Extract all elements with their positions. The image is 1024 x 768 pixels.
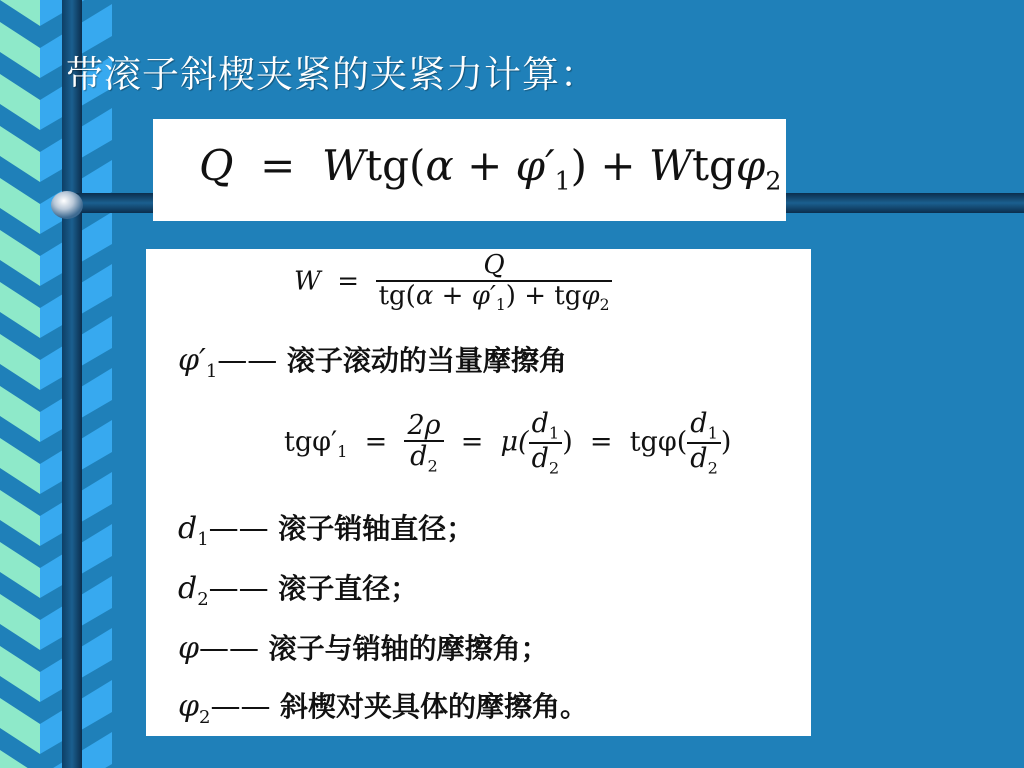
symbol-d: d [410,441,428,473]
symbol-w2: W [648,141,693,190]
fraction-d1-d2-b [687,409,721,477]
dash: —— [210,689,271,724]
symbol-w: W [294,266,321,297]
plus-sign: + [441,280,464,311]
mu-open: μ( [500,426,529,458]
equals-sign: = [337,266,360,297]
subscript-1: 1 [495,295,506,314]
close-paren: ) [505,280,516,311]
subscript: 2 [197,589,209,610]
close-paren: ) [562,426,573,458]
formula-q [199,141,781,195]
rail-knob-icon [51,191,83,219]
symbol: φ [178,689,200,724]
definition-phi1 [178,339,567,382]
tg-phi-open: tgφ( [629,426,688,458]
symbol-q: Q [199,141,234,190]
symbol: φ [178,631,200,666]
subscript-1: 1 [707,423,718,443]
fraction-rho [404,411,443,476]
symbol-d: d [531,408,549,439]
formula-box-details [146,249,811,736]
plus-sign-2: + [600,141,636,190]
subscript: 1 [197,529,209,550]
tg-phi1: tgφ′ [284,426,338,458]
symbol: d [178,571,198,606]
subscript: 2 [199,707,211,728]
symbol-phi1: φ′ [178,343,206,378]
symbol-phi2: φ [735,141,766,190]
subscript-1: 1 [337,442,348,462]
symbol: d [178,511,198,546]
denominator [407,442,441,475]
tg-open: tg( [365,141,426,190]
definition-text: 滚子销轴直径； [278,512,475,545]
definition-d2 [178,567,418,610]
dash: —— [199,631,260,666]
subscript-1: 1 [554,166,571,196]
symbol-d: d [531,443,549,475]
formula-w [294,251,612,314]
formula-box-clamping-force [153,119,786,221]
equals-sign: = [260,141,296,190]
subscript-2: 2 [765,166,782,196]
symbol-alpha: α [415,280,434,311]
numerator [529,409,563,442]
fraction-d1-d2 [529,409,563,477]
symbol-w: W [322,141,366,190]
symbol-d: d [690,408,708,439]
subscript-2: 2 [599,295,610,314]
equals-sign-3: = [589,426,613,458]
close-paren: ) [570,141,588,190]
numerator-q: Q [483,250,505,280]
subscript-2: 2 [427,456,438,476]
tg-open: tg( [378,280,416,311]
numerator [687,409,721,442]
plus-sign-2: + [524,280,546,311]
denominator [376,282,613,314]
definition-text: 滚子与销轴的摩擦角； [268,632,549,665]
definition-d1 [178,507,474,550]
definition-phi [178,627,549,667]
dash: —— [217,343,278,378]
denominator [687,444,721,477]
definition-text: 滚子滚动的当量摩擦角 [286,344,567,377]
tg-fn: tg [692,141,736,190]
equals-sign: = [364,426,388,458]
denominator [529,444,563,477]
symbol-phi2: φ [581,280,600,311]
definition-text: 斜楔对夹具体的摩擦角。 [280,690,589,723]
dash: —— [208,571,269,606]
subscript-2: 2 [707,458,718,478]
subscript-1: 1 [205,361,218,382]
fraction-w [376,251,613,314]
definition-text: 滚子直径； [278,572,419,605]
numerator: 2ρ [407,409,441,441]
symbol-d: d [690,443,708,475]
equals-sign-2: = [460,426,484,458]
formula-tg [284,409,731,477]
close-paren-2: ) [720,426,732,458]
dash: —— [208,511,269,546]
subscript-1: 1 [548,423,560,443]
tg-fn: tg [554,280,582,311]
symbol-phi1: φ′ [515,141,555,190]
symbol-alpha: α [425,141,454,190]
slide-title: 带滚子斜楔夹紧的夹紧力计算： [66,53,598,96]
plus-sign: + [467,141,503,190]
definition-phi2 [178,685,588,728]
symbol-phi1: φ′ [471,280,496,311]
subscript-2: 2 [548,458,560,478]
